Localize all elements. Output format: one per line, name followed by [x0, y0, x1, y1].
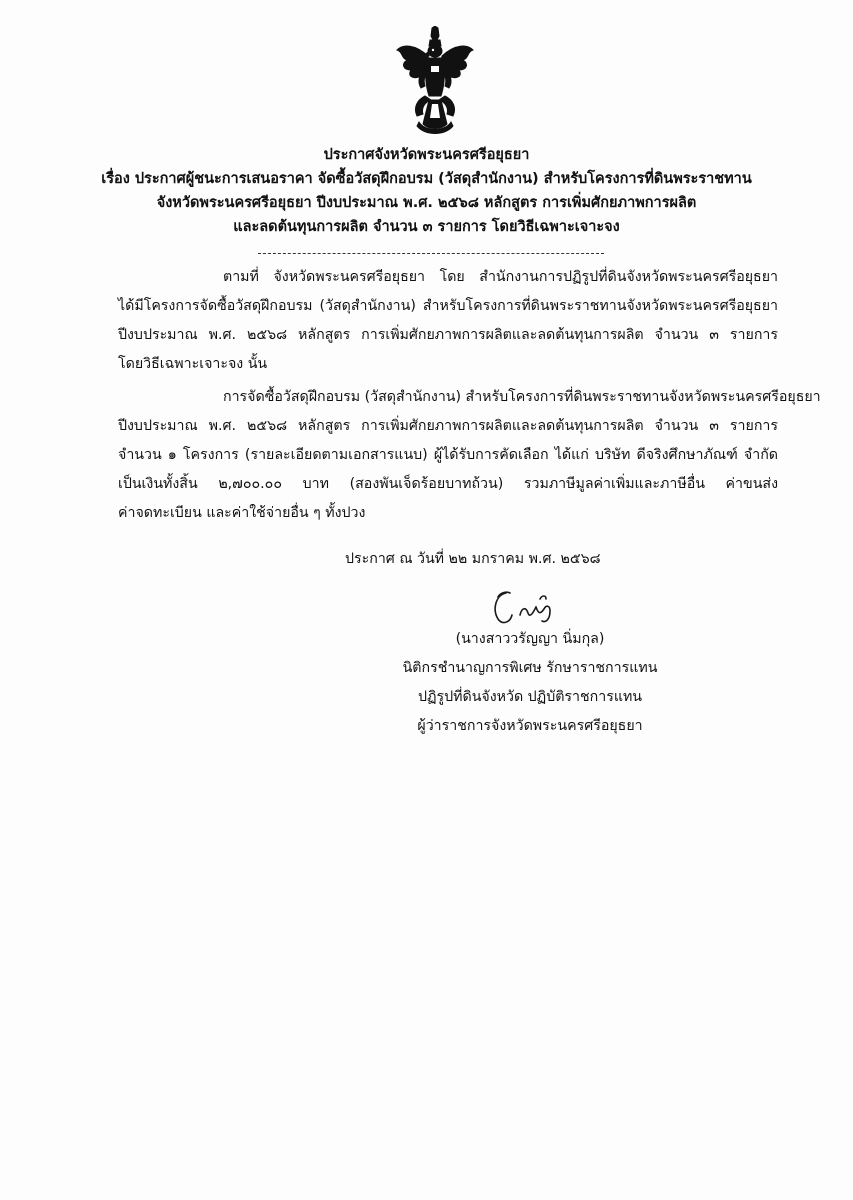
header-divider	[258, 253, 604, 254]
signer-position: ผู้ว่าราชการจังหวัดพระนครศรีอยุธยา	[417, 718, 643, 734]
paragraph-line: ค่าจดทะเบียน และค่าใช้จ่ายอื่น ๆ ทั้งปวง	[118, 505, 366, 521]
paragraph-line: ปีงบประมาณ พ.ศ. ๒๕๖๘ หลักสูตร การเพิ่มศักยภาพการผลิตและลดต้นทุนการผลิต จำนวน ๓ รายการ	[118, 327, 778, 343]
signer-name: (นางสาววรัญญา นิ่มกุล)	[455, 631, 605, 647]
signer-position: นิติกรชำนาญการพิเศษ รักษาราชการแทน	[402, 660, 658, 676]
subject-line-3: และลดต้นทุนการผลิต จำนวน ๓ รายการ โดยวิธีเฉพาะเจาะจง	[233, 219, 620, 235]
paragraph-line: ปีงบประมาณ พ.ศ. ๒๕๖๘ หลักสูตร การเพิ่มศักยภาพการผลิตและลดต้นทุนการผลิต จำนวน ๓ รายการ	[118, 418, 778, 434]
paragraph-2	[118, 383, 821, 528]
paragraph-line: ตามที่ จังหวัดพระนครศรีอยุธยา โดย สำนักงานการปฏิรูปที่ดินจังหวัดพระนครศรีอยุธยา	[223, 269, 778, 285]
garuda-emblem-icon	[395, 26, 475, 134]
announcement-date: ประกาศ ณ วันที่ ๒๒ มกราคม พ.ศ. ๒๕๖๘	[345, 551, 601, 567]
paragraph-1	[118, 263, 778, 379]
signer-block	[330, 625, 730, 741]
document-header	[0, 143, 853, 239]
signer-position: ปฏิรูปที่ดินจังหวัด ปฏิบัติราชการแทน	[417, 689, 643, 705]
handwritten-signature	[484, 585, 574, 629]
paragraph-line: ได้มีโครงการจัดซื้อวัสดุฝึกอบรม (วัสดุสำนักงาน) สำหรับโครงการที่ดินพระราชทานจังหวัดพระนครศรีอยุธยา	[118, 298, 778, 314]
subject-line-1: เรื่อง ประกาศผู้ชนะการเสนอราคา จัดซื้อวัสดุฝึกอบรม (วัสดุสำนักงาน) สำหรับโครงการที่ดินพระราชทาน	[101, 171, 752, 187]
paragraph-line: เป็นเงินทั้งสิ้น ๒,๗๐๐.๐๐ บาท (สองพันเจ็ดร้อยบาทถ้วน) รวมภาษีมูลค่าเพิ่มและภาษีอื่น ค่าขนส่ง	[118, 476, 778, 492]
paragraph-line: การจัดซื้อวัสดุฝึกอบรม (วัสดุสำนักงาน) สำหรับโครงการที่ดินพระราชทานจังหวัดพระนครศรีอยุธยา	[223, 389, 821, 405]
document-title: ประกาศจังหวัดพระนครศรีอยุธยา	[323, 147, 530, 163]
paragraph-line: จำนวน ๑ โครงการ (รายละเอียดตามเอกสารแนบ) ผู้ได้รับการคัดเลือก ได้แก่ บริษัท ดีจริงศึกษาภัณฑ์ จำกัด	[118, 447, 778, 463]
paragraph-line: โดยวิธีเฉพาะเจาะจง นั้น	[118, 356, 268, 372]
subject-line-2: จังหวัดพระนครศรีอยุธยา ปีงบประมาณ พ.ศ. ๒๕๖๘ หลักสูตร การเพิ่มศักยภาพการผลิต	[156, 195, 697, 211]
